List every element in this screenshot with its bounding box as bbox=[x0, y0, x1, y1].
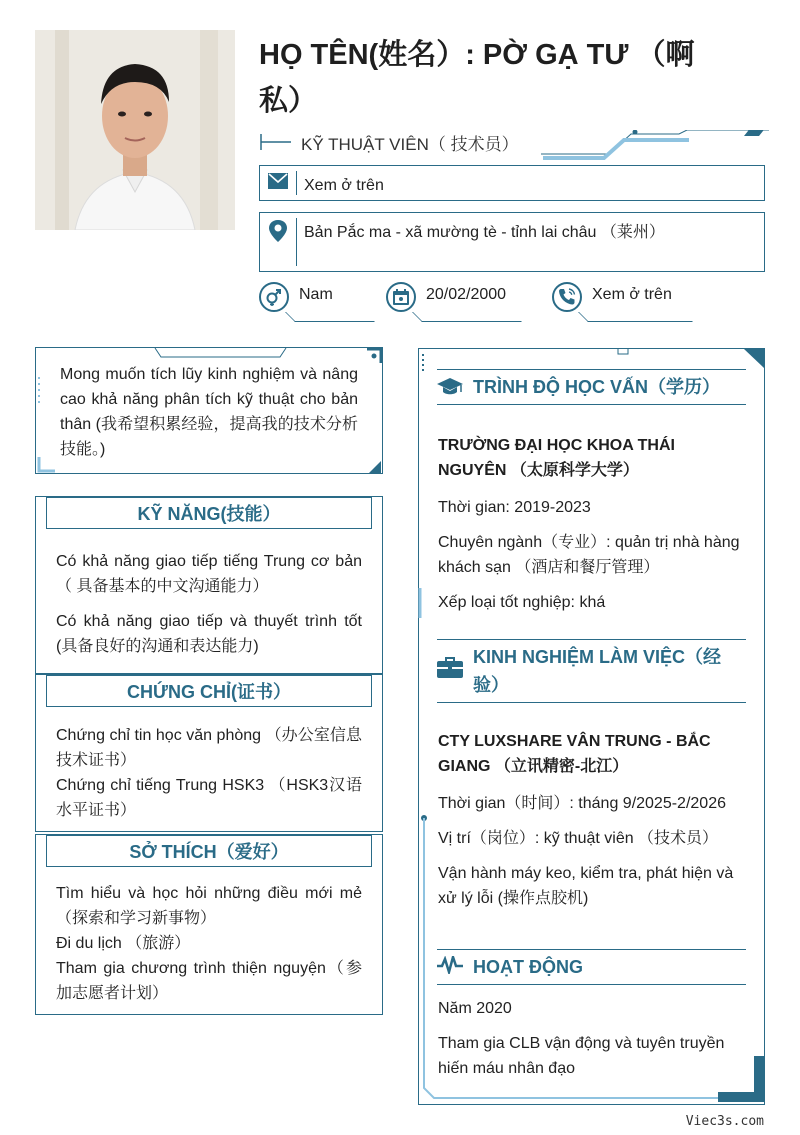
hobbies-title: SỞ THÍCH（爱好） bbox=[46, 835, 372, 867]
email-value: Xem ở trên bbox=[304, 177, 384, 194]
activities-header bbox=[437, 949, 746, 985]
experience-time: Thời gian（时间）: tháng 9/2025-2/2026 bbox=[438, 795, 726, 812]
education-time: Thời gian: 2019-2023 bbox=[438, 499, 591, 516]
avatar bbox=[35, 30, 235, 230]
gender-value: Nam bbox=[299, 286, 333, 303]
footer-brand: Viec3s.com bbox=[685, 1114, 764, 1129]
pulse-icon bbox=[437, 950, 473, 979]
objective-text: Mong muốn tích lũy kinh nghiệm và nâng cao khả năng phân tích kỹ thuật cho bản thân (我希望积累经验，提高我的技术分析技能。) bbox=[60, 366, 358, 458]
experience-body bbox=[438, 729, 746, 921]
hobby-item: Tìm hiểu và học hỏi những điều mới mẻ（探索和学习新事物） bbox=[56, 885, 362, 927]
phone-value: Xem ở trên bbox=[592, 286, 672, 303]
education-grade: Xếp loại tốt nghiệp: khá bbox=[438, 594, 606, 611]
certificate-item: Chứng chỉ tin học văn phòng （办公室信息技术证书） bbox=[56, 727, 362, 769]
address-row bbox=[259, 212, 765, 272]
calendar-icon bbox=[386, 282, 416, 312]
gender-icon bbox=[259, 282, 289, 312]
education-body bbox=[438, 433, 746, 625]
education-title: TRÌNH ĐỘ HỌC VẤN（学历） bbox=[473, 377, 720, 397]
hobbies-section bbox=[35, 834, 383, 1015]
activities-year: Năm 2020 bbox=[438, 1000, 512, 1017]
certificates-title: CHỨNG CHỈ(证书） bbox=[46, 675, 372, 707]
certificate-item: Chứng chỉ tiếng Trung HSK3 （HSK3汉语水平证书） bbox=[56, 777, 362, 819]
profile-photo bbox=[35, 30, 235, 230]
gender-item bbox=[259, 282, 369, 322]
education-header bbox=[437, 369, 746, 405]
address-value: Bản Pắc ma - xã mường tè - tỉnh lai châu （莱州） bbox=[304, 224, 665, 241]
experience-title: KINH NGHIỆM LÀM VIỆC（经验） bbox=[473, 647, 722, 695]
candidate-name: HỌ TÊN(姓名）: PỜ GẠ TƯ （啊私） bbox=[259, 39, 695, 117]
email-row bbox=[259, 165, 765, 201]
birthday-item bbox=[386, 282, 526, 322]
location-pin-icon bbox=[260, 213, 296, 271]
right-column bbox=[418, 348, 765, 1105]
company-name: CTY LUXSHARE VÂN TRUNG - BẮC GIANG （立讯精密-北江） bbox=[438, 733, 711, 775]
education-major: Chuyên ngành（专业）: quản trị nhà hàng khách sạn （酒店和餐厅管理） bbox=[438, 534, 740, 576]
experience-description: Vận hành máy keo, kiểm tra, phát hiện và xử lý lỗi (操作点胶机) bbox=[438, 865, 734, 907]
skills-section bbox=[35, 496, 383, 674]
activities-description: Tham gia CLB vận động và tuyên truyền hiến máu nhân đạo bbox=[438, 1035, 725, 1077]
briefcase-icon bbox=[437, 640, 473, 683]
graduation-cap-icon bbox=[437, 370, 473, 401]
hobby-item: Tham gia chương trình thiện nguyện（参加志愿者计划） bbox=[56, 960, 362, 1002]
certificates-section bbox=[35, 674, 383, 832]
job-title: KỸ THUẬT VIÊN（ 技术员） bbox=[301, 135, 519, 154]
skill-item: Có khả năng giao tiếp và thuyết trình tốt (具备良好的沟通和表达能力) bbox=[56, 613, 362, 655]
experience-position: Vị trí（岗位）: kỹ thuật viên （技术员） bbox=[438, 830, 719, 847]
phone-icon bbox=[552, 282, 582, 312]
skill-item: Có khả năng giao tiếp tiếng Trung cơ bản（ 具备基本的中文沟通能力） bbox=[56, 553, 362, 595]
activities-body bbox=[438, 996, 746, 1091]
activities-title: HOẠT ĐỘNG bbox=[473, 957, 583, 977]
experience-header bbox=[437, 639, 746, 703]
career-objective bbox=[35, 347, 383, 474]
phone-item bbox=[552, 282, 702, 322]
school-name: TRƯỜNG ĐẠI HỌC KHOA THÁI NGUYÊN （太原科学大学） bbox=[438, 437, 675, 479]
birthday-value: 20/02/2000 bbox=[426, 286, 507, 303]
hobby-item: Đi du lịch （旅游） bbox=[56, 935, 191, 952]
skills-title: KỸ NĂNG(技能） bbox=[46, 497, 372, 529]
envelope-icon bbox=[260, 166, 296, 200]
